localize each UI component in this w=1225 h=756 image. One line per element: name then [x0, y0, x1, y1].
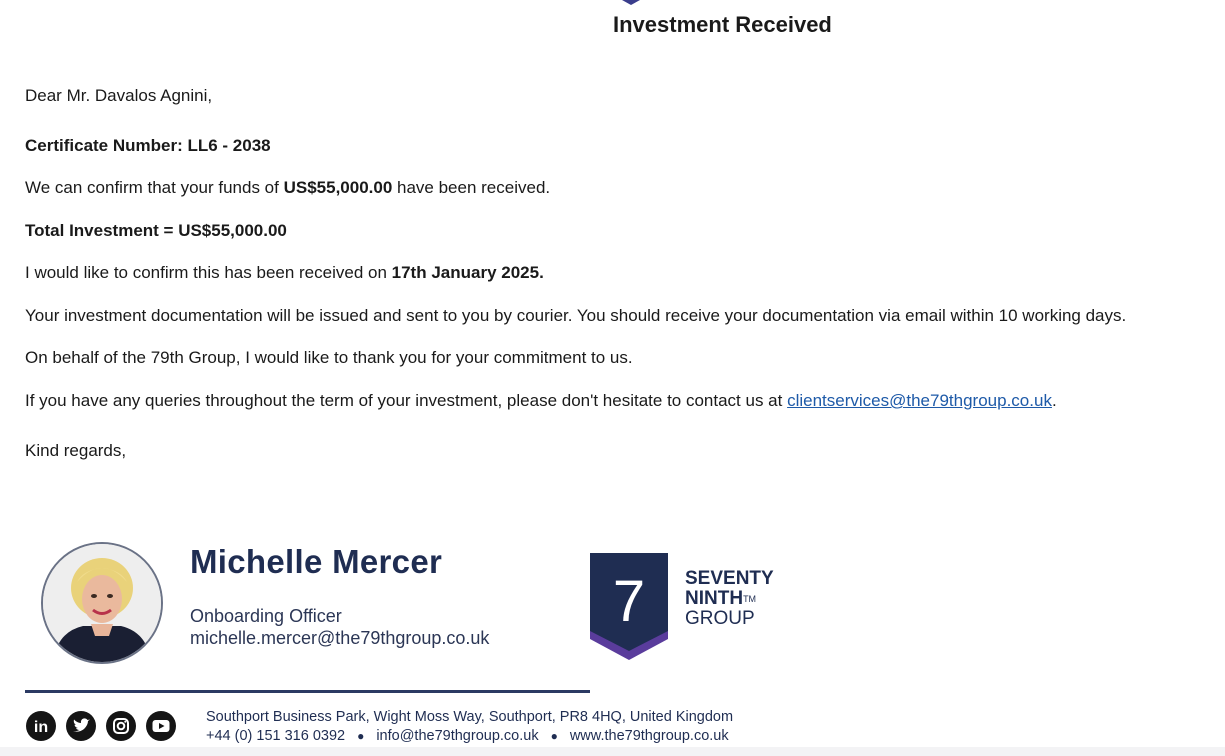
footer-separator: ●: [550, 729, 558, 743]
linkedin-text: in: [33, 719, 49, 736]
client-services-email-link[interactable]: clientservices@the79thgroup.co.uk: [787, 391, 1052, 410]
thanks-paragraph: On behalf of the 79th Group, I would like to thank you for your commitment to us.: [25, 348, 633, 367]
page-title: Investment Received: [613, 12, 832, 37]
youtube-icon[interactable]: [145, 710, 177, 742]
received-date-line: [25, 263, 544, 283]
shield-fragment-icon: [622, 0, 640, 6]
signature-divider: [25, 690, 590, 693]
funds-amount: US$55,000.00: [283, 178, 393, 197]
footer-website[interactable]: www.the79thgroup.co.uk: [569, 728, 729, 744]
seventy-ninth-logo-icon: [589, 553, 669, 661]
logo-wordmark: [685, 569, 774, 629]
funds-suffix: have been received.: [392, 178, 551, 197]
certificate-number: Certificate Number: LL6 - 2038: [25, 136, 271, 155]
logo-badge-glyph: 7: [612, 569, 646, 634]
logo-trademark: TM: [743, 594, 757, 604]
funds-confirmation: [25, 178, 550, 198]
footer-address: Southport Business Park, Wight Moss Way, Southport, PR8 4HQ, United Kingdom: [206, 709, 734, 725]
footer-contact-line: [206, 728, 729, 744]
footer-phone[interactable]: +44 (0) 151 316 0392: [206, 728, 346, 744]
avatar: [41, 542, 163, 664]
signature-name: Michelle Mercer: [190, 543, 443, 580]
bottom-strip: [0, 747, 1225, 756]
total-investment: Total Investment = US$55,000.00: [25, 221, 287, 240]
instagram-icon[interactable]: [105, 710, 137, 742]
closing: Kind regards,: [25, 441, 127, 460]
linkedin-icon[interactable]: [25, 710, 57, 742]
documentation-paragraph: Your investment documentation will be issued and sent to you by courier. You should receive your documentation via email within 10 working days.: [25, 306, 1127, 325]
received-date: 17th January 2025.: [391, 263, 544, 282]
portrait-icon: [43, 544, 161, 662]
logo-line-2: NINTH: [685, 588, 744, 609]
signature-role: Onboarding Officer: [190, 606, 342, 626]
salutation: Dear Mr. Davalos Agnini,: [25, 86, 213, 105]
twitter-icon[interactable]: [65, 710, 97, 742]
funds-prefix: We can confirm that your funds of: [25, 178, 284, 197]
footer-email[interactable]: info@the79thgroup.co.uk: [376, 728, 539, 744]
logo-line-2-wrap: [685, 589, 774, 609]
received-prefix: I would like to confirm this has been received on: [25, 263, 392, 282]
logo-line-1: SEVENTY: [685, 568, 774, 589]
queries-paragraph: [25, 391, 1057, 411]
signature-email[interactable]: michelle.mercer@the79thgroup.co.uk: [190, 628, 490, 648]
footer-separator: ●: [357, 729, 365, 743]
queries-prefix: If you have any queries throughout the term of your investment, please don't hesitate to contact us at: [25, 391, 788, 410]
logo-line-3: GROUP: [685, 608, 755, 629]
queries-suffix: .: [1051, 391, 1057, 410]
